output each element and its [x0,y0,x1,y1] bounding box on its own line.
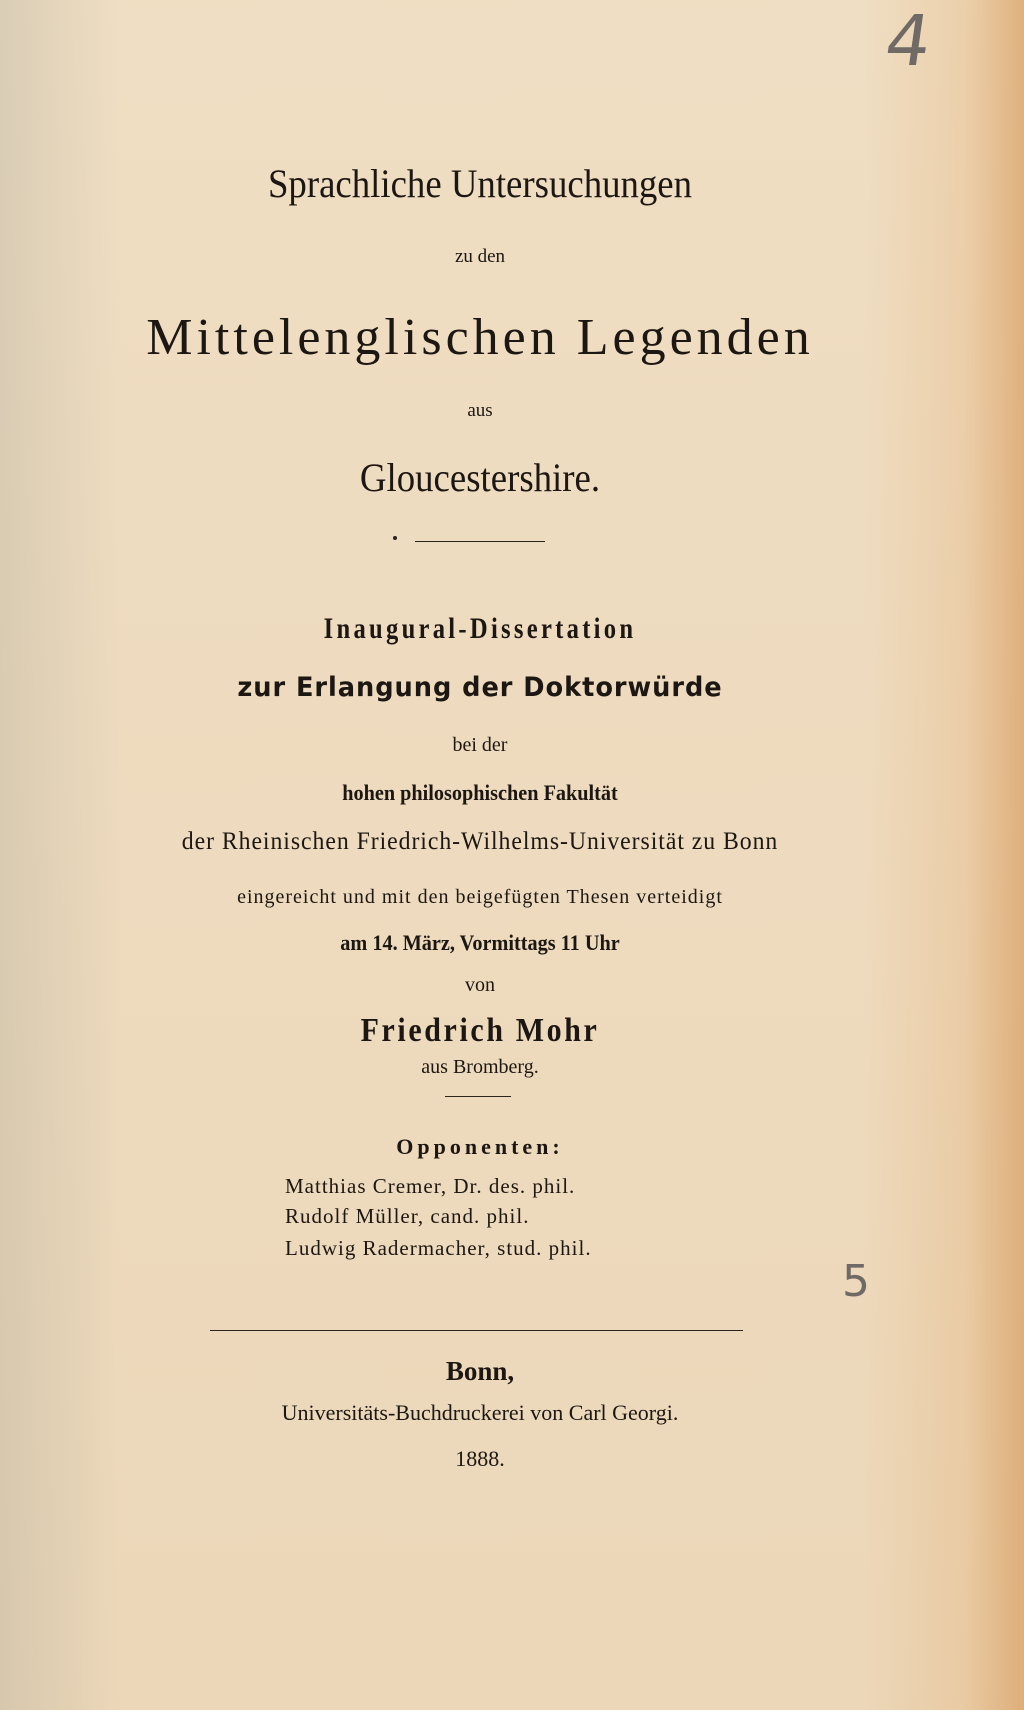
divider-2 [445,1096,511,1097]
pencil-note-margin: 5 [842,1256,870,1307]
von: von [465,974,495,996]
imprint-city: Bonn, [445,1356,515,1386]
pencil-note-top: 4 [880,0,937,82]
opponent-item: Matthias Cremer, Dr. des. phil. [285,1174,576,1198]
author-name: Friedrich Mohr [360,1012,600,1049]
divider-3 [210,1330,743,1331]
faculty: hohen philosophischen Fakultät [342,780,618,805]
opponent-item: Rudolf Müller, cand. phil. [285,1204,530,1228]
divider-1 [415,541,545,542]
author-origin: aus Bromberg. [421,1056,539,1078]
defense-date: am 14. März, Vormittags 11 Uhr [340,930,620,955]
submitted-line: eingereicht und mit den beigefügten Thesen verteidigt [237,886,723,908]
university: der Rheinischen Friedrich-Wilhelms-Universität zu Bonn [181,828,779,855]
dissertation-heading: Inaugural-Dissertation [323,612,637,645]
bei-der: bei der [452,734,508,756]
title-line-2: zu den [454,246,506,267]
dissertation-purpose: zur Erlangung der Doktorwürde [237,672,723,703]
opponents-heading: Opponenten: [396,1134,564,1159]
imprint-printer: Universitäts-Buchdruckerei von Carl Georgi. [281,1400,679,1425]
main-title: Mittelenglischen Legenden [146,309,814,366]
title-line-4: aus [467,400,493,421]
title-line-5: Gloucestershire. [359,455,601,500]
opponent-item: Ludwig Radermacher, stud. phil. [285,1236,592,1260]
title-line-1: Sprachliche Untersuchungen [267,161,693,206]
ornament-dot [393,536,397,540]
imprint-year: 1888. [455,1446,505,1471]
